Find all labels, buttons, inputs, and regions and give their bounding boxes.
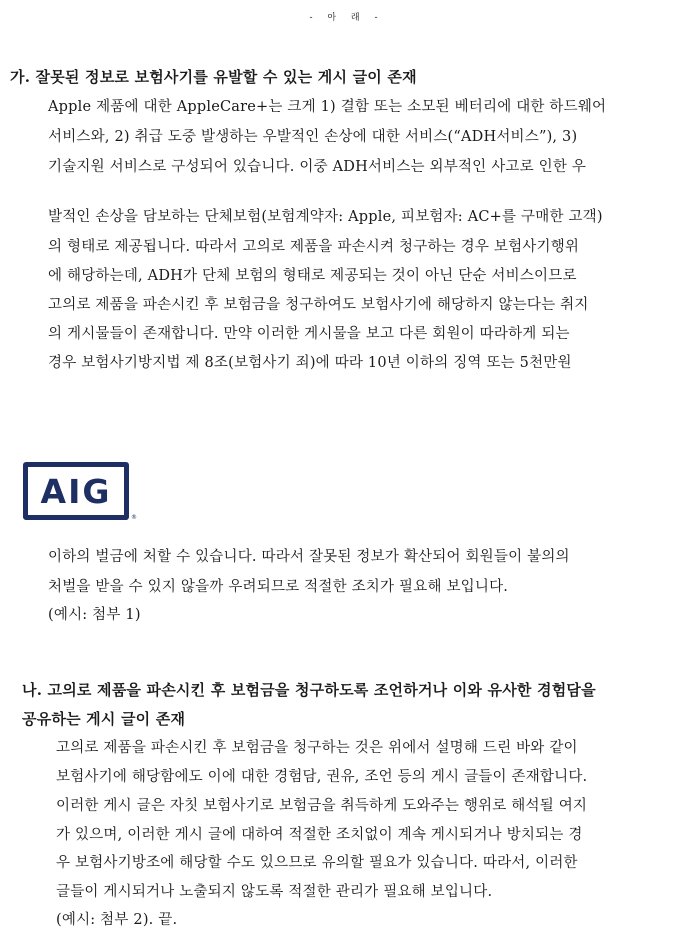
section-b-line: 이러한 게시 글은 자칫 보험사기로 보험금을 취득하게 도와주는 행위로 해석될 여지 [56, 798, 588, 814]
section-b-line: 보험사기에 해당함에도 이에 대한 경험담, 권유, 조언 등의 게시 글들이 존재합니다. [56, 769, 588, 785]
section-a-heading: 가. 잘못된 정보로 보험사기를 유발할 수 있는 게시 글이 존재 [10, 68, 417, 86]
section-a-line: 경우 보험사기방지법 제 8조(보험사기 죄)에 따라 10년 이하의 징역 또는 5천만원 [48, 355, 572, 371]
section-a-line: 처벌을 받을 수 있지 않을까 우려되므로 적절한 조치가 필요해 보입니다. [48, 579, 509, 595]
section-b-heading: 나. 고의로 제품을 파손시킨 후 보험금을 청구하도록 조언하거나 이와 유사한 경험담을 [22, 681, 596, 699]
section-a-line: 고의로 제품을 파손시킨 후 보험금을 청구하여도 보험사기에 해당하지 않는다는 취지 [48, 297, 589, 313]
attachment-note-2: (예시: 첨부 2). 끝. [56, 912, 178, 928]
registered-mark: ® [131, 514, 137, 521]
section-a-line: Apple 제품에 대한 AppleCare+는 크게 1) 결함 또는 소모된 베터리에 대한 하드웨어 [48, 99, 607, 115]
section-b-line: 가 있으며, 이러한 게시 글에 대하여 적절한 조치없이 계속 게시되거나 방치되는 경 [56, 827, 583, 843]
section-b-line: 글들이 게시되거나 노출되지 않도록 적절한 관리가 필요해 보입니다. [56, 884, 493, 900]
section-b-line: 우 보험사기방조에 해당할 수도 있으므로 유의할 필요가 있습니다. 따라서, 이러한 [56, 855, 578, 871]
section-b-line: 고의로 제품을 파손시킨 후 보험금을 청구하는 것은 위에서 설명해 드린 바와 같이 [56, 740, 578, 756]
section-a-line: 의 게시물들이 존재합니다. 만약 이러한 게시물을 보고 다른 회원이 따라하게 되는 [48, 326, 570, 342]
attachment-note-1: (예시: 첨부 1) [48, 607, 141, 623]
document-header: - 아 래 - [309, 13, 384, 23]
section-a-line: 의 형태로 제공됩니다. 따라서 고의로 제품을 파손시켜 청구하는 경우 보험사기행위 [48, 239, 580, 255]
section-a-line: 에 해당하는데, ADH가 단체 보험의 형태로 제공되는 것이 아닌 단순 서비스이므로 [48, 268, 577, 284]
section-a-line: 서비스와, 2) 취급 도중 발생하는 우발적인 손상에 대한 서비스(“ADH서비스”), 3) [48, 129, 578, 145]
section-a-line: 발적인 손상을 담보하는 단체보험(보험계약자: Apple, 피보험자: AC+를 구매한 고객) [48, 209, 603, 225]
section-a-line: 기술지원 서비스로 구성되어 있습니다. 이중 ADH서비스는 외부적인 사고로 인한 우 [48, 159, 587, 175]
section-a-line: 이하의 벌금에 처할 수 있습니다. 따라서 잘못된 정보가 확산되어 회원들이 불의의 [48, 549, 570, 565]
aig-logo [23, 462, 129, 520]
section-b-heading: 공유하는 게시 글이 존재 [22, 710, 186, 728]
aig-logo-text: AIG [40, 471, 112, 511]
